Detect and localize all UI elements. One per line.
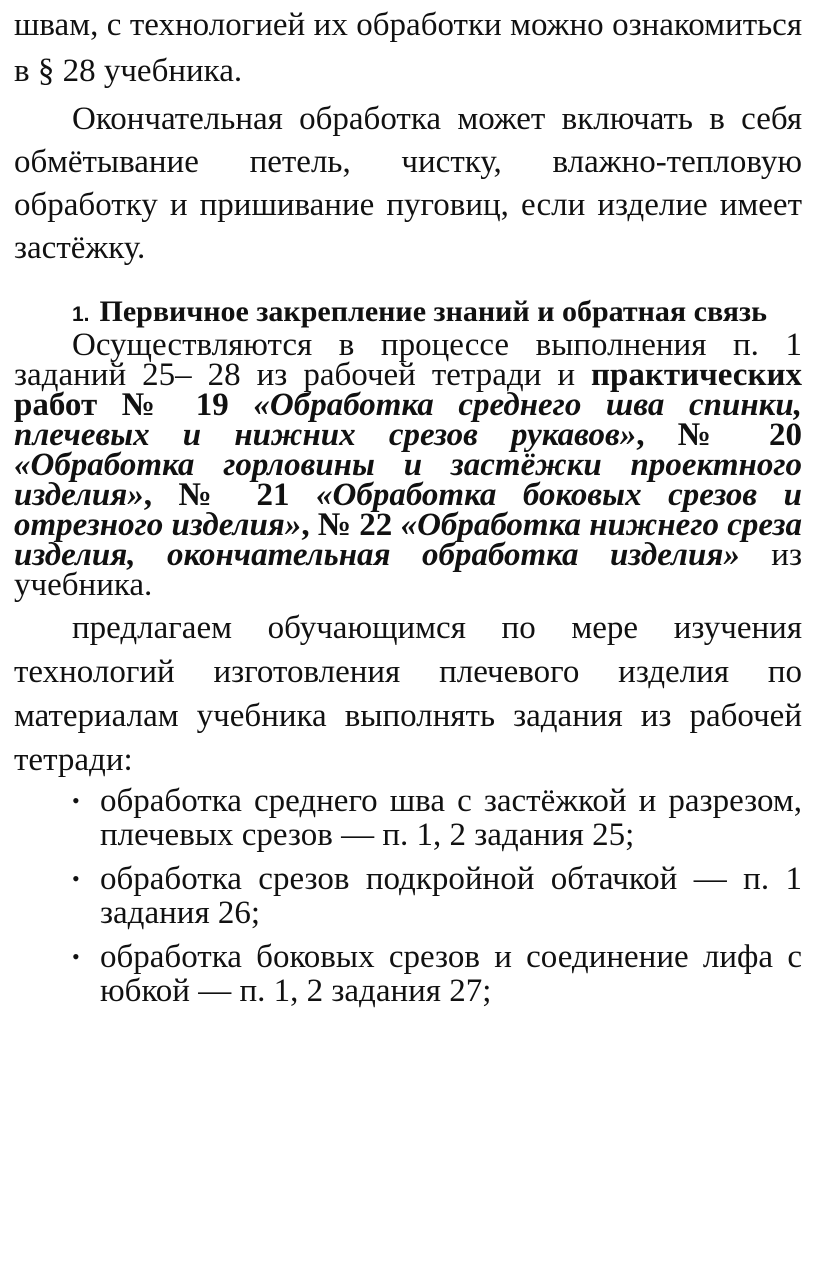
work-21-number: № 21 — [178, 477, 290, 513]
bullet-icon: • — [72, 788, 80, 813]
comma-3: , — [301, 507, 310, 543]
p3-outro: из учебника. — [14, 537, 802, 603]
paragraph-practical-works — [14, 327, 803, 603]
task-text: обработка среднего шва с застёжкой и разрезом, плечевых срезов — п. 1, 2 задания 25; — [100, 783, 802, 853]
practical-works-label: практических работ № 19 — [14, 357, 802, 423]
work-22-title: «Обработка нижнего среза изделия, окончательная обработка изделия» — [14, 507, 803, 573]
bullet-icon: • — [72, 944, 80, 969]
comma-2: , — [143, 477, 153, 513]
list-item — [14, 862, 802, 930]
work-21-title: «Обработка боковых срезов и отрезного изделия» — [14, 477, 802, 543]
section-title: Первичное закрепление знаний и обратная связь — [99, 295, 767, 328]
task-text: обработка боковых срезов и соединение лифа с юбкой — п. 1, 2 задания 27; — [100, 939, 802, 1009]
list-item — [14, 784, 802, 852]
paragraph-workbook-tasks: предлагаем обучающимся по мере изучения технологий изготовления плечевого изделия по материалам учебника выполнять задания из рабочей тетради: — [14, 610, 802, 778]
document-page — [14, 0, 802, 1018]
section-heading — [14, 295, 802, 328]
paragraph-seams: швам, с технологией их обработки можно ознакомиться в § 28 учебника. — [14, 7, 802, 89]
task-text: обработка срезов подкройной обтачкой — п. 1 задания 26; — [100, 861, 802, 931]
work-22-number: № 22 — [317, 507, 393, 543]
task-list — [14, 784, 802, 1008]
work-20-number: № 20 — [677, 417, 802, 453]
paragraph-final-processing: Окончательная обработка может включать в себя обмётывание петель, чистку, влажно-тепловую обработку и пришивание пуговиц, если изделие имеет застёжку. — [14, 101, 802, 266]
section-number: 1. — [72, 303, 90, 326]
p3-intro: Осуществляются в процессе выполнения п. 1 заданий 25– 28 из рабочей тетради и — [14, 327, 802, 393]
bullet-icon: • — [72, 866, 80, 891]
work-20-title: «Обработка горловины и застёжки проектного изделия» — [14, 447, 802, 513]
list-item — [14, 940, 802, 1008]
work-19-title: «Обработка среднего шва спинки, плечевых и нижних срезов рукавов» — [14, 387, 802, 453]
comma-1: , — [636, 417, 645, 453]
